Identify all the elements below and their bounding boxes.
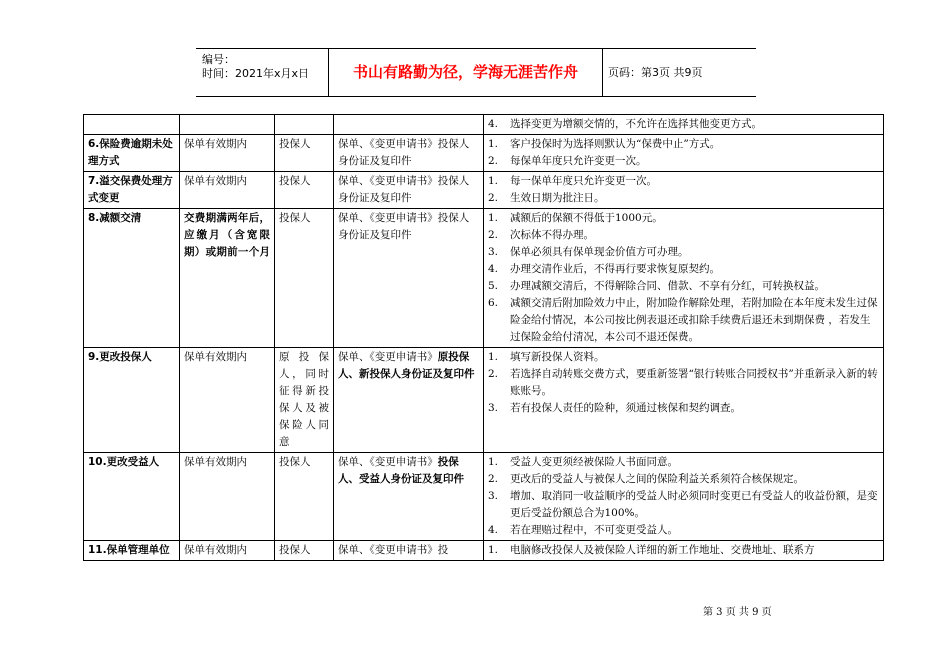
notes-list	[488, 349, 879, 417]
applicant-cell: 投保人	[275, 135, 334, 172]
period-cell: 保单有效期内	[180, 135, 275, 172]
period-cell	[180, 115, 275, 135]
note-text: 办理减额交清后，不得解除合同、借款、不享有分红，可转换权益。	[510, 280, 825, 292]
change-items-table	[83, 114, 884, 561]
note-item	[488, 278, 879, 295]
note-number: 2.	[488, 473, 499, 485]
note-number: 4.	[488, 524, 499, 536]
note-text: 受益人变更须经被保险人书面同意。	[510, 456, 678, 468]
note-number: 1.	[488, 212, 499, 224]
item-cell: 8.减额交清	[84, 209, 180, 348]
notes-cell	[484, 115, 884, 135]
note-item	[488, 190, 879, 207]
docs-bold: 原投保人、新投保人身份证及复印件	[338, 351, 475, 380]
notes-cell	[484, 541, 884, 561]
note-text: 若有投保人责任的险种，须通过核保和契约调查。	[510, 402, 741, 414]
note-item	[488, 173, 879, 190]
note-item	[488, 210, 879, 227]
note-text: 办理交清作业后，不得再行要求恢复原契约。	[510, 263, 720, 275]
note-number: 2.	[488, 229, 499, 241]
note-item	[488, 542, 879, 559]
note-number: 3.	[488, 246, 499, 258]
item-cell: 9.更改投保人	[84, 348, 180, 453]
note-number: 3.	[488, 402, 499, 414]
period-cell: 保单有效期内	[180, 172, 275, 209]
note-text: 选择变更为增额交情的，不允许在选择其他变更方式。	[510, 118, 762, 130]
applicant-cell	[275, 115, 334, 135]
table-row	[84, 172, 884, 209]
note-number: 6.	[488, 297, 499, 309]
note-item	[488, 261, 879, 278]
docs-cell	[334, 348, 484, 453]
note-number: 2.	[488, 192, 499, 204]
note-text: 次标体不得办理。	[510, 229, 594, 241]
notes-cell	[484, 135, 884, 172]
period-cell: 保单有效期内	[180, 453, 275, 541]
note-text: 减额交清后附加险效力中止，附加险作解除处理，若附加险在本年度未发生过保险金给付情况，本公司按比例表退还或扣除手续费后退还未到期保费 ，若发生过保险金给付清况，本公司不退还保费。	[510, 297, 878, 343]
note-number: 1.	[488, 138, 499, 150]
period-cell: 保单有效期内	[180, 541, 275, 561]
table-row	[84, 115, 884, 135]
notes-list	[488, 136, 879, 170]
period-cell: 交费期满两年后，应缴月（含宽限期）或期前一个月	[180, 209, 275, 348]
item-cell	[84, 115, 180, 135]
note-number: 4.	[488, 263, 499, 275]
note-item	[488, 136, 879, 153]
docs-bold: 投保人、受益人身份证及复印件	[338, 456, 464, 485]
note-number: 4.	[488, 118, 499, 130]
note-text: 填写新投保人资料。	[510, 351, 605, 363]
docs-cell: 保单、《变更申请书》投保人身份证及复印件	[334, 172, 484, 209]
note-number: 5.	[488, 280, 499, 292]
notes-list	[488, 210, 879, 346]
note-item	[488, 153, 879, 170]
docs-plain: 保单、《变更申请书》	[338, 456, 438, 468]
applicant-cell: 投保人	[275, 209, 334, 348]
table-row	[84, 453, 884, 541]
applicant-cell: 投保人	[275, 453, 334, 541]
note-text: 增加、取消同一收益顺序的受益人时必须同时变更已有受益人的收益份额，是变更后受益份额总合为100%。	[510, 490, 878, 519]
docs-cell: 保单、《变更申请书》投保人身份证及复印件	[334, 209, 484, 348]
note-number: 1.	[488, 351, 499, 363]
note-text: 若在理赔过程中，不可变更受益人。	[510, 524, 678, 536]
note-number: 2.	[488, 155, 499, 167]
serial-label: 编号：	[202, 53, 235, 66]
period-cell: 保单有效期内	[180, 348, 275, 453]
applicant-cell: 投保人	[275, 541, 334, 561]
table-row	[84, 348, 884, 453]
note-number: 2.	[488, 368, 499, 380]
note-text: 保单必须具有保单现金价值方可办理。	[510, 246, 689, 258]
item-cell: 7.溢交保费处理方式变更	[84, 172, 180, 209]
note-item	[488, 244, 879, 261]
notes-list	[488, 116, 879, 133]
note-item	[488, 471, 879, 488]
header-motto: 书山有路勤为径，学海无涯苦作舟	[329, 49, 603, 96]
note-item	[488, 454, 879, 471]
header-page-label: 页码：第3页 共9页	[608, 66, 703, 79]
notes-list	[488, 173, 879, 207]
notes-cell	[484, 172, 884, 209]
docs-cell: 保单、《变更申请书》投	[334, 541, 484, 561]
docs-cell	[334, 115, 484, 135]
note-item	[488, 349, 879, 366]
note-text: 若选择自动转账交费方式，要重新签署“银行转账合同授权书”并重新录入新的转账账号。	[510, 368, 878, 397]
docs-plain: 保单、《变更申请书》	[338, 351, 438, 363]
note-item	[488, 400, 879, 417]
note-text: 每保单年度只允许变更一次。	[510, 155, 647, 167]
applicant-cell: 投保人	[275, 172, 334, 209]
note-text: 客户投保时为选择则默认为“保费中止”方式。	[510, 138, 721, 150]
note-item	[488, 116, 879, 133]
note-text: 每一保单年度只允许变更一次。	[510, 175, 657, 187]
note-item	[488, 295, 879, 346]
note-item	[488, 522, 879, 539]
notes-cell	[484, 348, 884, 453]
note-item	[488, 366, 879, 400]
notes-list	[488, 454, 879, 539]
note-number: 1.	[488, 456, 499, 468]
page-footer: 第 3 页 共 9 页	[703, 607, 772, 618]
note-number: 1.	[488, 175, 499, 187]
note-text: 电脑修改投保人及被保险人详细的新工作地址、交费地址、联系方	[510, 544, 815, 556]
page-header	[196, 48, 756, 97]
note-item	[488, 488, 879, 522]
notes-list	[488, 542, 879, 559]
applicant-cell: 原投保人，同时征得新投保人及被保险人同意	[275, 348, 334, 453]
notes-cell	[484, 209, 884, 348]
note-number: 1.	[488, 544, 499, 556]
docs-cell: 保单、《变更申请书》投保人身份证及复印件	[334, 135, 484, 172]
note-text: 生效日期为批注日。	[510, 192, 605, 204]
header-meta	[196, 49, 329, 96]
table-row	[84, 541, 884, 561]
docs-cell	[334, 453, 484, 541]
item-cell: 6.保险费逾期未处理方式	[84, 135, 180, 172]
note-text: 减额后的保额不得低于1000元。	[510, 212, 663, 224]
notes-cell	[484, 453, 884, 541]
note-item	[488, 227, 879, 244]
table-row	[84, 209, 884, 348]
note-number: 3.	[488, 490, 499, 502]
item-cell: 10.更改受益人	[84, 453, 180, 541]
note-text: 更改后的受益人与被保人之间的保险利益关系须符合核保规定。	[510, 473, 804, 485]
table-row	[84, 135, 884, 172]
date-label: 时间：2021年x月x日	[202, 67, 310, 80]
item-cell: 11.保单管理单位	[84, 541, 180, 561]
